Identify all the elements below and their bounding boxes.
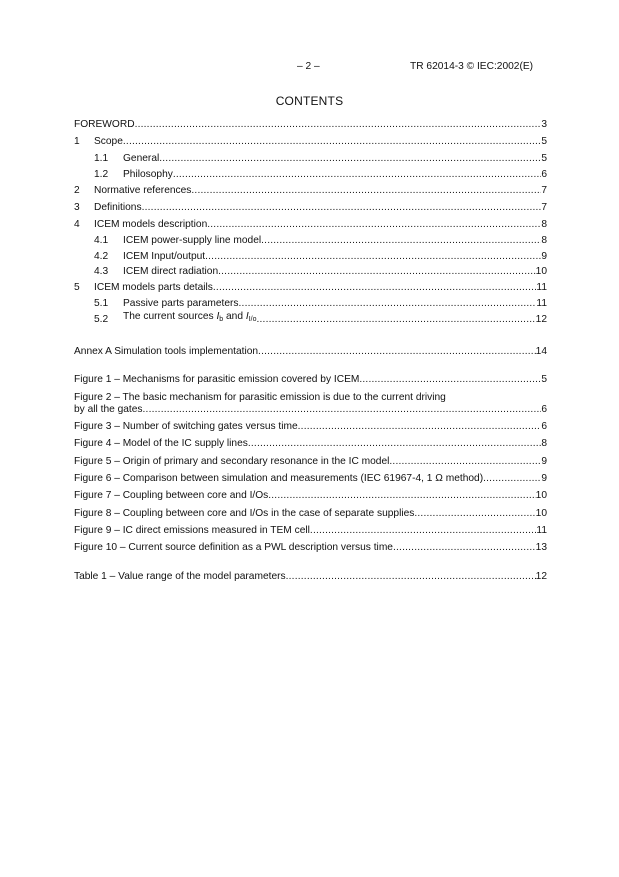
- figure-label: Figure 1 – Mechanisms for parasitic emission covered by ICEM: [74, 374, 360, 385]
- section-number: 4: [74, 219, 80, 230]
- figure-entry-6[interactable]: [74, 472, 547, 485]
- leader-dots: [239, 297, 537, 310]
- leader-dots: [258, 345, 536, 358]
- figure-label: Figure 10 – Current source definition as a PWL description versus time: [74, 542, 393, 553]
- figure-entry-1[interactable]: [74, 373, 547, 386]
- section-number: 5.2: [94, 314, 109, 325]
- toc-page: 3: [541, 119, 547, 130]
- figure-label: by all the gates: [74, 404, 143, 415]
- figure-entry-4[interactable]: [74, 437, 547, 450]
- toc-entry-direct-radiation[interactable]: [94, 265, 547, 278]
- toc-entry-power-supply-line-model[interactable]: [94, 234, 547, 247]
- leader-dots: [218, 265, 536, 278]
- leader-dots: [173, 168, 541, 181]
- section-number: 1.1: [94, 153, 109, 164]
- toc-entry-icem-models-description[interactable]: [74, 218, 547, 231]
- leader-dots: [205, 250, 541, 263]
- toc-page: 11: [536, 298, 547, 309]
- leader-dots: [142, 201, 542, 214]
- figure-label: Figure 5 – Origin of primary and secondary resonance in the IC model: [74, 456, 390, 467]
- toc-entry-annex-a[interactable]: [74, 345, 547, 358]
- table-page: 12: [535, 571, 547, 582]
- toc-page: 8: [541, 219, 547, 230]
- figure-page: 8: [541, 438, 547, 449]
- figure-page: 9: [541, 473, 547, 484]
- leader-dots: [310, 524, 537, 537]
- leader-dots: [389, 455, 541, 468]
- leader-dots: [483, 472, 541, 485]
- toc-page: 5: [541, 136, 547, 147]
- leader-dots: [268, 489, 535, 502]
- figure-page: 6: [541, 421, 547, 432]
- figure-entry-2[interactable]: [74, 403, 547, 416]
- figure-entry-3[interactable]: [74, 420, 547, 433]
- table-label: Table 1 – Value range of the model parameters: [74, 571, 286, 582]
- toc-page: 10: [535, 266, 547, 277]
- document-reference: TR 62014-3 © IEC:2002(E): [410, 61, 534, 72]
- toc-label: Annex A Simulation tools implementation: [74, 346, 259, 357]
- toc-label: Philosophy: [123, 169, 173, 180]
- toc-page: 5: [541, 153, 547, 164]
- figure-entry-8[interactable]: [74, 507, 547, 520]
- leader-dots: [393, 541, 536, 554]
- leader-dots: [159, 152, 541, 165]
- toc-entry-normative-references[interactable]: [74, 184, 547, 197]
- toc-label: ICEM direct radiation: [123, 266, 219, 277]
- toc-page: 11: [536, 282, 547, 293]
- leader-dots: [261, 234, 541, 247]
- figure-entry-9[interactable]: [74, 524, 547, 537]
- toc-entry-icem-models-parts-details[interactable]: [74, 281, 547, 294]
- section-number: 1.2: [94, 169, 109, 180]
- figure-label: Figure 8 – Coupling between core and I/Os in the case of separate supplies: [74, 508, 415, 519]
- figure-page: 10: [535, 490, 547, 501]
- leader-dots: [298, 420, 542, 433]
- toc-page: 14: [535, 346, 547, 357]
- figure-entry-5[interactable]: [74, 455, 547, 468]
- figure-label: Figure 3 – Number of switching gates versus time: [74, 421, 298, 432]
- toc-label: General: [123, 153, 160, 164]
- toc-entry-philosophy[interactable]: [94, 168, 547, 181]
- figure-label: Figure 9 – IC direct emissions measured in TEM cell: [74, 525, 310, 536]
- leader-dots: [414, 507, 535, 520]
- toc-label: Scope: [94, 136, 123, 147]
- leader-dots: [257, 313, 536, 326]
- toc-page: 9: [541, 251, 547, 262]
- leader-dots: [191, 184, 541, 197]
- toc-label: ICEM models description: [94, 219, 208, 230]
- figure-entry-2-line1[interactable]: Figure 2 – The basic mechanism for parasitic emission is due to the current driving: [74, 392, 446, 403]
- toc-entry-definitions[interactable]: [74, 201, 547, 214]
- toc-page: 7: [541, 185, 547, 196]
- toc-page: 12: [535, 314, 547, 325]
- figure-label: Figure 6 – Comparison between simulation and measurements (IEC 61967-4, 1 Ω method): [74, 473, 484, 484]
- figure-label: Figure 7 – Coupling between core and I/Os: [74, 490, 269, 501]
- section-number: 1: [74, 136, 80, 147]
- toc-entry-scope[interactable]: [74, 135, 547, 148]
- figure-entry-10[interactable]: [74, 541, 547, 554]
- section-number: 4.1: [94, 235, 109, 246]
- figure-page: 9: [541, 456, 547, 467]
- leader-dots: [359, 373, 541, 386]
- toc-label: Definitions: [94, 202, 142, 213]
- figure-page: 13: [535, 542, 547, 553]
- toc-label: Normative references: [94, 185, 192, 196]
- figure-page: 6: [541, 404, 547, 415]
- toc-label: ICEM Input/output: [123, 251, 206, 262]
- toc-label: ICEM power-supply line model: [123, 235, 262, 246]
- toc-page: 8: [541, 235, 547, 246]
- leader-dots: [143, 403, 542, 416]
- leader-dots: [207, 218, 541, 231]
- figure-page: 5: [541, 374, 547, 385]
- section-number: 4.3: [94, 266, 109, 277]
- toc-page: 6: [541, 169, 547, 180]
- leader-dots: [123, 135, 541, 148]
- leader-dots: [248, 437, 541, 450]
- toc-entry-general[interactable]: [94, 152, 547, 165]
- toc-entry-current-sources[interactable]: [94, 313, 547, 326]
- contents-title: CONTENTS: [275, 94, 344, 108]
- toc-label: FOREWORD: [74, 119, 135, 130]
- figure-entry-7[interactable]: [74, 489, 547, 502]
- table-entry-1[interactable]: [74, 570, 547, 583]
- section-number: 3: [74, 202, 80, 213]
- section-number: 5.1: [94, 298, 109, 309]
- figure-page: 10: [535, 508, 547, 519]
- toc-label: Passive parts parameters: [123, 298, 239, 309]
- leader-dots: [213, 281, 537, 294]
- section-number: 2: [74, 185, 80, 196]
- toc-entry-foreword[interactable]: [74, 118, 547, 131]
- figure-page: 11: [536, 525, 547, 536]
- toc-label: ICEM models parts details: [94, 282, 213, 293]
- leader-dots: [135, 118, 542, 131]
- toc-page: 7: [541, 202, 547, 213]
- section-number: 5: [74, 282, 80, 293]
- leader-dots: [286, 570, 536, 583]
- toc-entry-passive-parts-parameters[interactable]: [94, 297, 547, 310]
- toc-entry-input-output[interactable]: [94, 250, 547, 263]
- section-number: 4.2: [94, 251, 109, 262]
- toc-label: The current sources $I_b$ and $I_{I/o}$: [123, 311, 257, 323]
- figure-label: Figure 4 – Model of the IC supply lines: [74, 438, 248, 449]
- page-number: – 2 –: [297, 61, 320, 72]
